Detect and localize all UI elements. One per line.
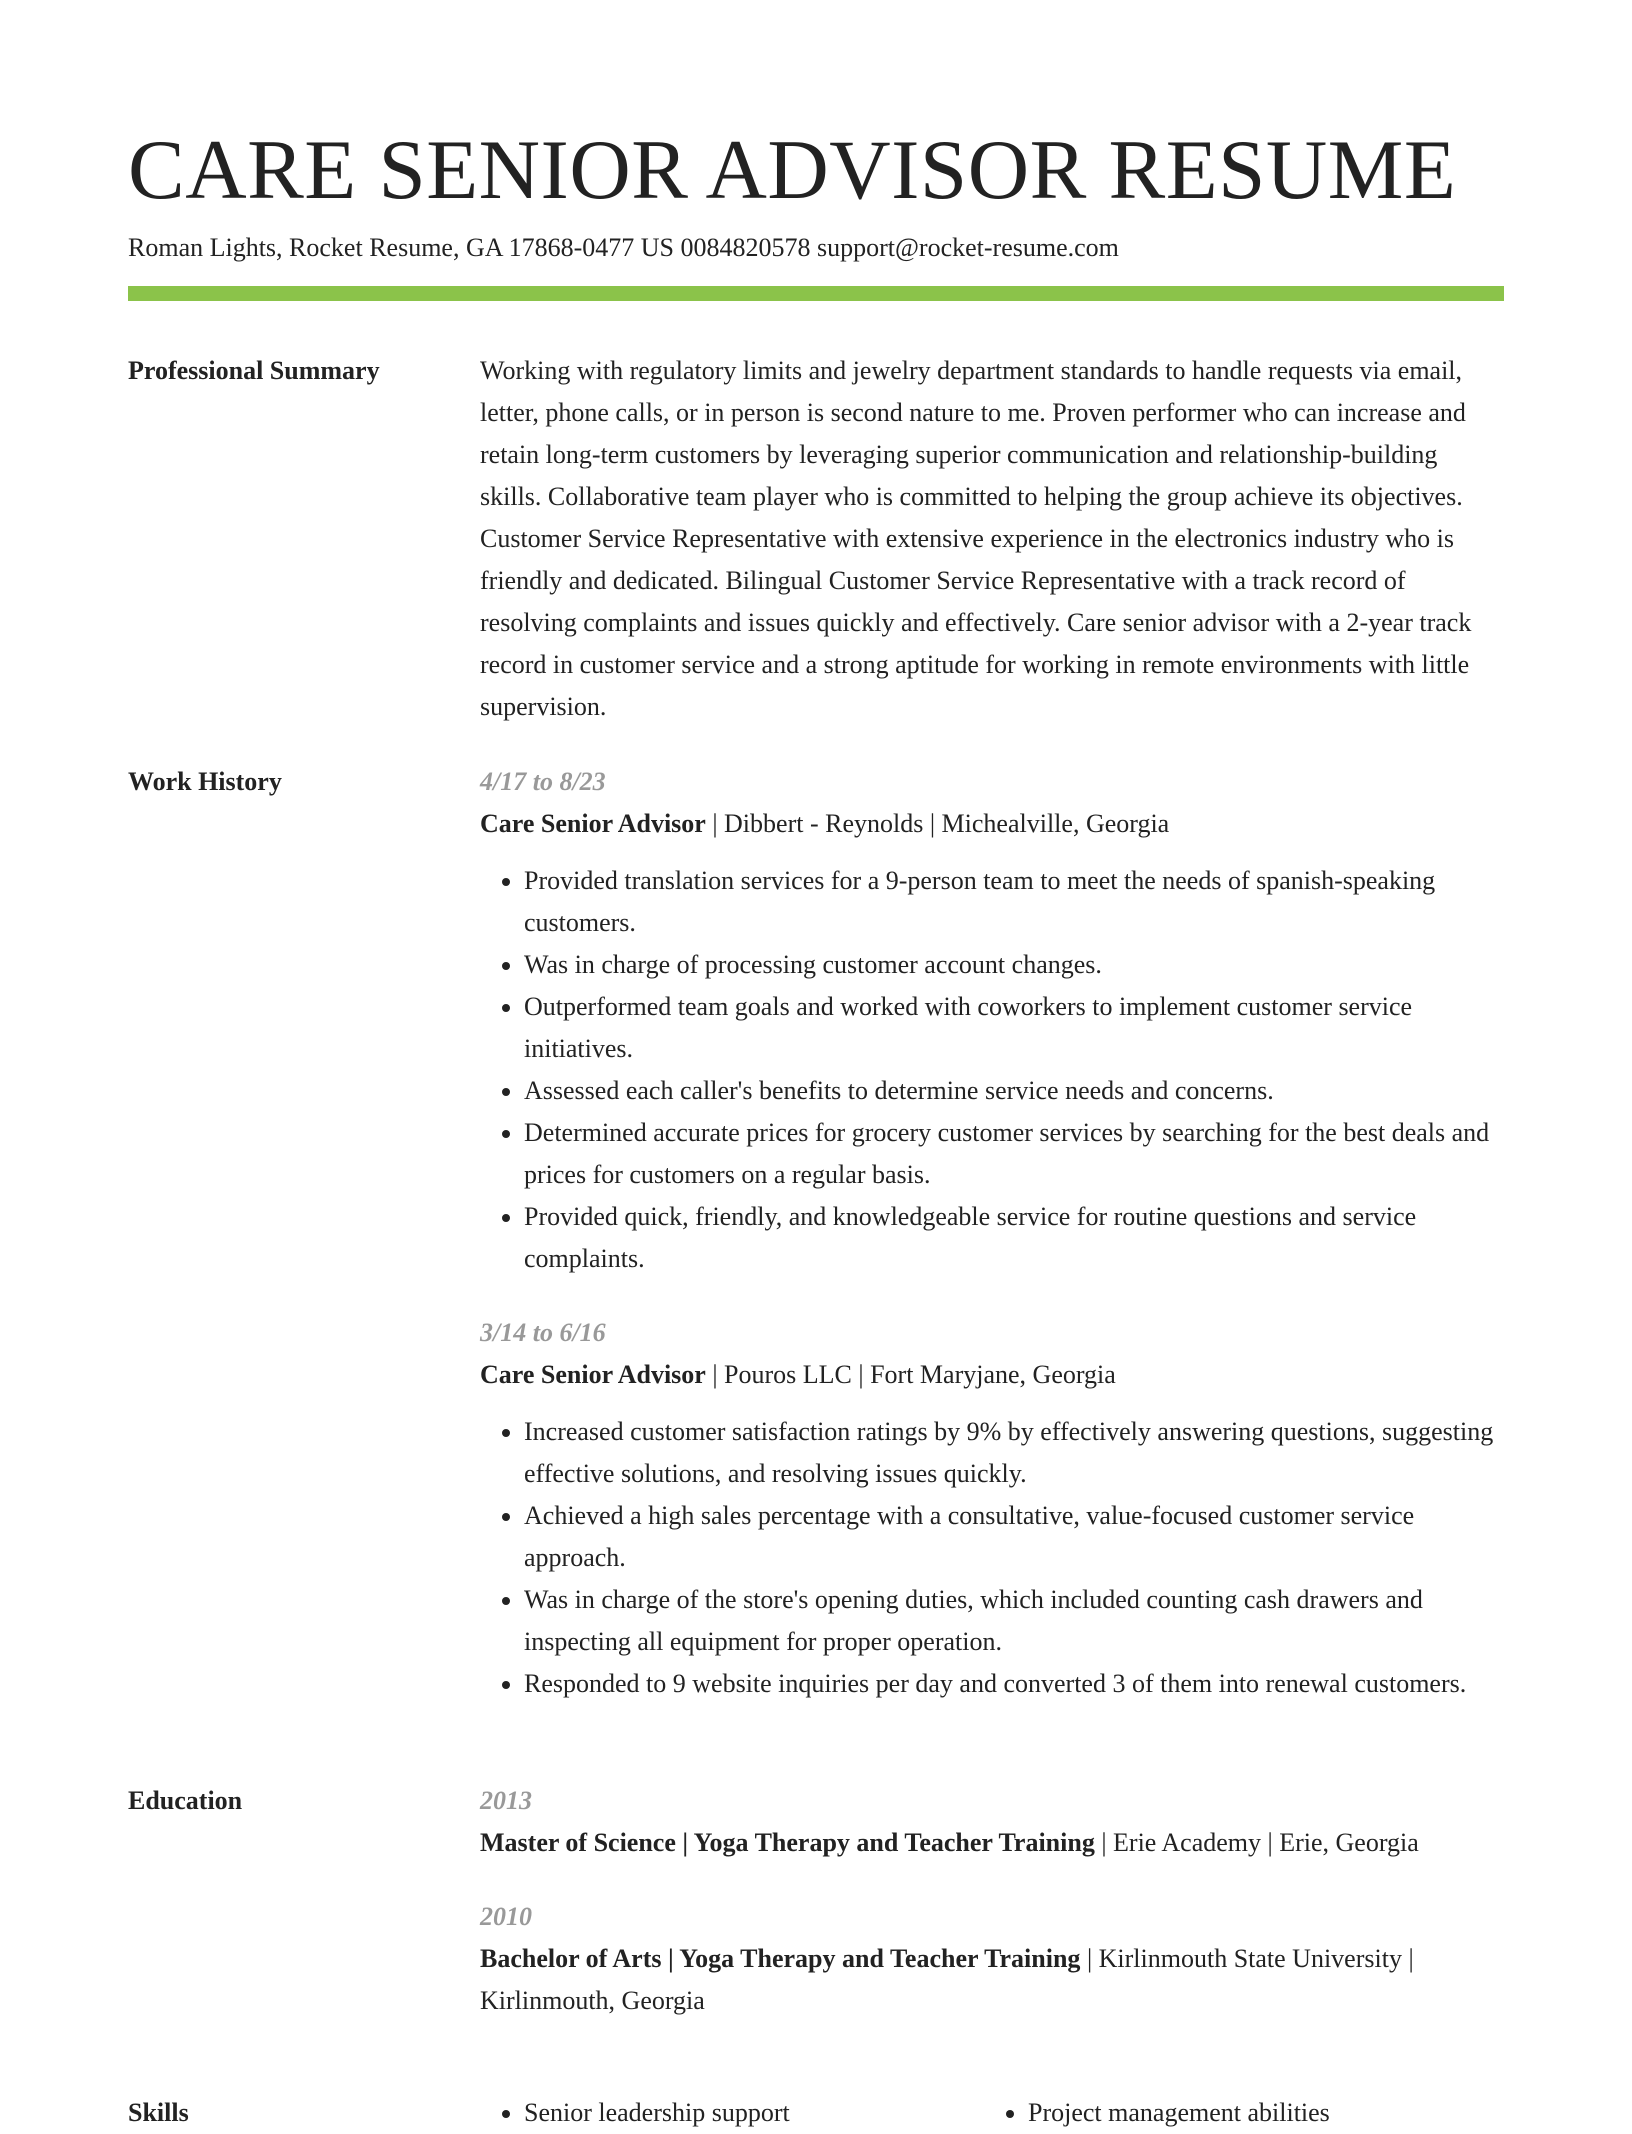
education-label: Education: [128, 1786, 243, 1815]
work-history-label: Work History: [128, 767, 282, 796]
job-entry: [480, 1312, 1504, 1705]
skill-item: • Senior leadership support: [524, 2092, 984, 2134]
education-details: | Kirlinmouth State University | Kirlinmouth, Georgia: [480, 1944, 1414, 2015]
job-details: | Dibbert - Reynolds | Michealville, Georgia: [705, 809, 1170, 838]
education-year: 2013: [480, 1786, 532, 1815]
job-bullets: [480, 860, 1504, 1280]
job-title: Care Senior Advisor: [480, 809, 706, 838]
skills-column: [480, 2092, 984, 2134]
job-bullet: • Increased customer satisfaction ratings by 9% by effectively answering questions, suggesting effective solutions, and resolving issues quickly.: [524, 1411, 1504, 1495]
job-entry: [480, 761, 1504, 1280]
work-history-body: [480, 761, 1504, 1705]
job-bullet: • Outperformed team goals and worked with coworkers to implement customer service initiatives.: [524, 986, 1504, 1070]
skill-item: • Project management abilities: [1028, 2092, 1488, 2134]
job-bullet: • Provided quick, friendly, and knowledgeable service for routine questions and service complaints.: [524, 1196, 1504, 1280]
skills-column: [984, 2092, 1488, 2134]
education-details: | Erie Academy | Erie, Georgia: [1094, 1828, 1419, 1857]
summary-label: Professional Summary: [128, 356, 380, 385]
education-degree: Bachelor of Arts | Yoga Therapy and Teacher Training: [480, 1944, 1081, 1973]
education-line: [480, 1822, 1504, 1864]
job-dates: 4/17 to 8/23: [480, 767, 606, 796]
resume-title: CARE SENIOR ADVISOR RESUME: [128, 123, 1457, 217]
education-entry: [480, 1896, 1504, 2022]
education-year: 2010: [480, 1902, 532, 1931]
job-bullets: [480, 1411, 1504, 1705]
skills-label: Skills: [128, 2098, 189, 2127]
contact-line: Roman Lights, Rocket Resume, GA 17868-0477 US 0084820578 support@rocket-resume.com: [128, 233, 1119, 262]
education-line: [480, 1938, 1504, 2022]
job-role-line: [480, 803, 1504, 845]
accent-divider: [128, 286, 1504, 301]
education-degree: Master of Science | Yoga Therapy and Teacher Training: [480, 1828, 1095, 1857]
job-bullet: • Determined accurate prices for grocery customer services by searching for the best deals and prices for customers on a regular basis.: [524, 1112, 1504, 1196]
job-bullet: • Was in charge of the store's opening duties, which included counting cash drawers and inspecting all equipment for proper operation.: [524, 1579, 1504, 1663]
summary-body: [480, 350, 1504, 728]
education-body: [480, 1780, 1504, 2022]
job-title: Care Senior Advisor: [480, 1360, 706, 1389]
education-entry: [480, 1780, 1504, 1864]
summary-text: Working with regulatory limits and jewelry department standards to handle requests via email, letter, phone calls, or in person is second nature to me. Proven performer who can increase and retain long-term customers by leveraging superior communication and relationship-building skills. Collaborative team player who is committed to helping the group achieve its objectives. Customer Service Representative with extensive experience in the electronics industry who is friendly and dedicated. Bilingual Customer Service Representative with a track record of resolving complaints and issues quickly and effectively. Care senior advisor with a 2-year track record in customer service and a strong aptitude for working in remote environments with little supervision.: [480, 356, 1472, 721]
job-bullet: • Achieved a high sales percentage with a consultative, value-focused customer service approach.: [524, 1495, 1504, 1579]
skills-body: [480, 2092, 1504, 2134]
job-details: | Pouros LLC | Fort Maryjane, Georgia: [705, 1360, 1116, 1389]
job-dates: 3/14 to 6/16: [480, 1318, 606, 1347]
skills-list: [480, 2092, 1504, 2134]
job-role-line: [480, 1354, 1504, 1396]
job-bullet: • Assessed each caller's benefits to determine service needs and concerns.: [524, 1070, 1504, 1112]
job-bullet: • Was in charge of processing customer account changes.: [524, 944, 1504, 986]
job-bullet: • Responded to 9 website inquiries per day and converted 3 of them into renewal customers.: [524, 1663, 1504, 1705]
job-bullet: • Provided translation services for a 9-person team to meet the needs of spanish-speaking customers.: [524, 860, 1504, 944]
